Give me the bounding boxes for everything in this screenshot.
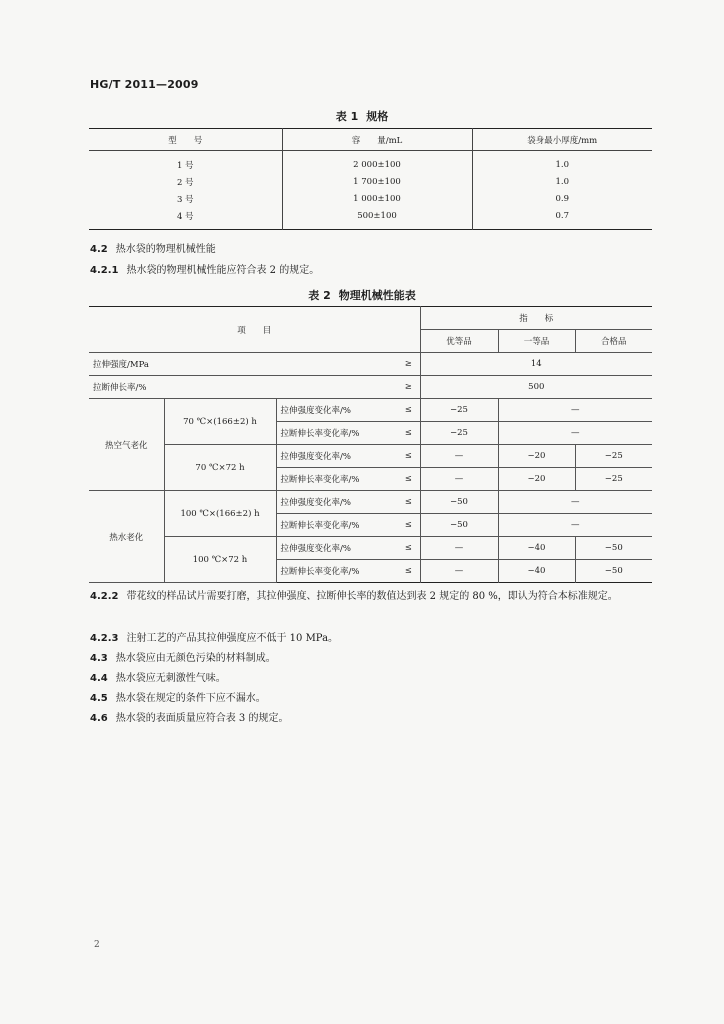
le-symbol: ≤ [397,468,420,491]
table-cell: — [420,445,498,468]
table1-caption-title: 规格 [366,110,389,123]
table2-caption [0,287,724,303]
section-4-2-2 [90,588,650,605]
tensile-value: 14 [420,353,652,376]
section-4-6 [90,709,288,724]
table2-caption-title: 物理机械性能表 [338,289,416,302]
ge-symbol: ≥ [397,353,420,376]
table-cell: −25 [420,422,498,445]
table-row [89,445,652,468]
section-4-2 [90,240,216,255]
table-cell: 2 000±100 [282,151,472,174]
section-number: 4.2 [90,244,108,255]
section-number: 4.6 [90,713,108,724]
table1-caption [0,108,724,124]
table-cell: — [498,514,652,537]
table-row [89,190,652,207]
hot-water-condition-2: 100 ℃×72 h [164,537,276,583]
physical-properties-table [89,306,652,583]
le-symbol: ≤ [397,560,420,583]
section-number: 4.5 [90,693,108,704]
table1-caption-num: 表 1 [335,110,359,123]
table-cell: — [420,537,498,560]
le-symbol: ≤ [397,399,420,422]
prop-label: 拉断伸长率变化率/% [276,514,397,537]
table-cell: 1 号 [176,160,194,171]
table-cell: −20 [498,468,575,491]
prop-label: 拉伸强度变化率/% [276,399,397,422]
section-text: 注射工艺的产品其拉伸强度应不低于 10 MPa。 [126,633,339,644]
section-text: 带花纹的样品试片需要打磨，其拉伸强度、拉断伸长率的数值达到表 2 规定的 80 %，即认为符合本标准规定。 [126,591,618,602]
tensile-label: 拉伸强度/MPa [89,353,397,376]
section-4-2-1 [90,261,319,276]
table1-header-capacity: 容 量/mL [282,129,472,151]
table-cell: −50 [420,514,498,537]
prop-label: 拉断伸长率变化率/% [276,468,397,491]
table-cell: −50 [420,491,498,514]
le-symbol: ≤ [397,422,420,445]
table-cell: 3 号 [176,194,194,205]
section-number: 4.2.2 [90,591,119,602]
le-symbol: ≤ [397,491,420,514]
table-row [89,173,652,190]
table-row [89,491,652,514]
table-cell: −40 [498,537,575,560]
grade-qualified: 合格品 [575,330,652,353]
table-cell: −25 [575,468,652,491]
section-text: 热水袋的物理机械性能应符合表 2 的规定。 [126,265,320,276]
table-row [89,399,652,422]
hot-water-label: 热水老化 [89,491,164,583]
prop-label: 拉断伸长率变化率/% [276,422,397,445]
table-row [89,207,652,230]
table2-header-row-1 [89,307,652,330]
table-cell: −25 [575,445,652,468]
table-cell: −50 [575,537,652,560]
table-cell: 1.0 [472,151,652,174]
table2-caption-num: 表 2 [308,289,331,302]
table-cell: 1 000±100 [282,190,472,207]
table1-header-thickness: 袋身最小厚度/mm [472,129,652,151]
standard-code: HG/T 2011—2009 [90,78,199,91]
elongation-value: 500 [420,376,652,399]
page-number: 2 [94,940,100,950]
table-cell: 0.7 [472,207,652,230]
table-row [89,353,652,376]
grade-first: 一等品 [498,330,575,353]
table-cell: −50 [575,560,652,583]
section-text: 热水袋在规定的条件下应不漏水。 [115,693,266,704]
section-text: 热水袋应无刺激性气味。 [115,673,226,684]
hot-air-condition-1: 70 ℃×(166±2) h [164,399,276,445]
section-4-5 [90,689,266,704]
prop-label: 拉伸强度变化率/% [276,445,397,468]
section-number: 4.2.1 [90,265,119,276]
prop-label: 拉伸强度变化率/% [276,491,397,514]
section-number: 4.3 [90,653,108,664]
table2-header-item: 项 目 [89,307,420,353]
section-4-4 [90,669,226,684]
hot-air-condition-2: 70 ℃×72 h [164,445,276,491]
prop-label: 拉断伸长率变化率/% [276,560,397,583]
section-4-3 [90,649,276,664]
table-cell: 1.0 [472,173,652,190]
prop-label: 拉伸强度变化率/% [276,537,397,560]
table-cell: — [420,468,498,491]
elongation-label: 拉断伸长率/% [89,376,397,399]
hot-water-condition-1: 100 ℃×(166±2) h [164,491,276,537]
table-cell: — [498,399,652,422]
table-cell: 0.9 [472,190,652,207]
grade-premium: 优等品 [420,330,498,353]
table-cell: — [420,560,498,583]
table-cell: — [498,422,652,445]
table-cell: 4 号 [176,211,194,222]
table-row [89,151,652,174]
table-row [89,537,652,560]
le-symbol: ≤ [397,537,420,560]
table-cell: −40 [498,560,575,583]
table-cell: −20 [498,445,575,468]
table-cell: −25 [420,399,498,422]
table1-header-row [89,129,652,151]
table-cell: 2 号 [176,177,194,188]
le-symbol: ≤ [397,445,420,468]
specification-table [89,128,652,230]
section-number: 4.4 [90,673,108,684]
table1-header-model: 型 号 [89,129,282,151]
section-text: 热水袋应由无颜色污染的材料制成。 [115,653,276,664]
hot-air-label: 热空气老化 [89,399,164,491]
table2-header-index: 指 标 [420,307,652,330]
le-symbol: ≤ [397,514,420,537]
table-cell: 500±100 [282,207,472,230]
ge-symbol: ≥ [397,376,420,399]
section-text: 热水袋的物理机械性能 [115,244,216,255]
section-text: 热水袋的表面质量应符合表 3 的规定。 [115,713,289,724]
section-number: 4.2.3 [90,633,119,644]
section-4-2-3 [90,629,338,644]
table-cell: — [498,491,652,514]
table-cell: 1 700±100 [282,173,472,190]
table-row [89,376,652,399]
